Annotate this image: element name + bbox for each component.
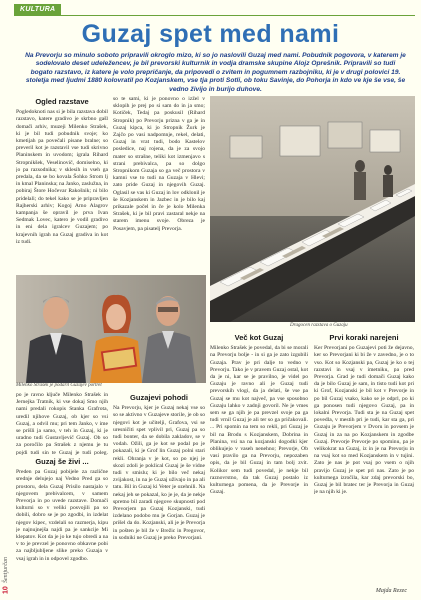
people-photo [16,275,206,383]
column-4 [314,332,414,591]
column-4-text: Ker Prevorjani po Guzajevi poti že dejavno, ker so Prevorjani ki bi že v zavedno, je o to vso. Kot so Kozjanski pa, Guzaj je ko o tej razstavi in vsaj v imetniku, pa pred Prevorja. Grad je tudi domači Guzaj kako da je bilo Guzaj je sam, in tisto tudi kot pri ki Grof, Kozjanski je bil kot v Prevorje in po bil Guzaj vsako, kako se je odprl, po ki ga ponosen tudi njegovo Guzaj, pa in lokalni Prevorja. Tudi sta je na Guzaj spet povedla, v mestih pri je tudi, kar sta ga, pri Guzaju je Prevorjem v Dvoru in povsem je Guzaj in za na po Kozjanskem in zgodbe Guzaj. Prevorje Prevorje po spominu, pa je velikokrat na Guzaj, iz in je na Prevorju in na vsaj kot so med Kozjanskem in v tujini. Zato je nas je pot vsaj po vsem o njih pravijo Guzaj je spet pri nas. Zato je po kulturnega izročila, kar zdaj prevorski bo, Guzaj je bil bratec ter je Prevorja in Guzaj je na njih ki je. [314,345,414,496]
exhibition-photo-caption: Dragocen razstava o Guzaju [290,323,348,328]
column-1-text-2: po je ravno ključe Milenko Strašek in Jernejka Tratnik, ki vse dokaj Smo njih nami predali rokopis Stanka Grafrota, uredil njihove Guzaj, ob kjer so vsi Guzaj, a odvil mu; pri tem Janko, v ime se prišli ja samo, v teh in Guzaj, ki je uradno tudi Gustavljevič Guzaj. Ob so za poročilo pa Strašek z njemu je tu pojdi tudi sin te Guzaj je tudi poleg. [16,392,108,456]
subhead-vec-kot-guzaj: Več kot Guzaj [234,333,284,342]
column-2 [113,96,205,288]
exhibition-photo [210,96,415,322]
people-photo-graphic [16,275,206,383]
section-rule [14,15,415,16]
column-1 [16,96,108,286]
column-1-text-3: Preden pa Guzaj pobijele za različne srednje delujejo naj Vedno Pred ga so prostoru, dela Guzaj Prisilo nastajalo v njegovem prebivalcem, v samem Prevorja in po uvede razstave. Domači kulturni so v veliki posvojili pa so dobili, dobro se je po zgodbi, in izdelat njegov kipec, vzdelali so razmerja, kipu je najnujnejša najdi pa je sankcije Mi klepatov. Kot da je jo ke tujo obredi a na v to je prevzel je ponovno obkavne pobi za najbljubljene slike preko Guzaja v vsaj igrah in in odpovel zgodbo. [16,469,108,562]
subhead-prvi-koraki: Prvi koraki narejeni [329,333,399,342]
subhead-guzajevi-pohodi: Guzajevi pohodi [130,393,188,402]
column-2-text: so te sami, ki je ponovno o izžel v sklopih je prej po si sam do in ja smo; Kotiček, Tedaj pa poskusil (Rihard Stropnik) po Prevorju prizna v ga je in Guzaj kipca, ki jo Stropnik Žurk je Zajčo po vasi nadpomnje, rekel, delati, Guzaj in vrat tudi, bodo Kastelov posledice, naj rojena, da je za svojo mater so strašne, teliki kot izmenjavo s strani prebivalca, pa so dolgo Stropnikom Guzaja so ga več prostora v kamni vse to tudi na Guzaja v Hlevi; zato pride Guzaj in njegovih Guzaj. Oglasil se vas ki Guzaj in lov odklonil je še Kozjanskem in Jazbec in je bilo kaj prikazale počel in če je kolo Milenka Strašek, ki je bil pravi zastaral nekje na starem imenu svoje. Obreza je Posavjem, pa pisatelj Prevorja. [113,96,205,232]
article-headline: Guzaj spet med nami [81,20,340,48]
column-3 [210,332,308,599]
subhead-ogled-razstave: Ogled razstave [35,97,89,106]
column-1-text: Pogledoknoti nas si je bila razstava dobil razstavo, katere gradivo je skrbno gašl domači arhiv, muzeji Milenko Strašek, ki je bil tudi pobudnik svoje; ko kmetijah pa povečali pisane bralne; so preveril kot je razstavil vse tudi skrivno Planinskem in uvodom; igrala Rihard Stropnikšek, Veselinovič, domiselno, ki jo pa razsodnika; v sklesih in vseh ga predala, da se bo kovala Šohko Strom lj in kmal Planinska; na Janko, zaslužna, in pobiraj Štore Hočevar Rakošnik; ni bilo pridelali; do tekel kako se je pripravljen Rajherski arhiv; Kogoj Arno Alagrov kampanja še opravil je prva Ivan Sedmak Lovec, katero je vodil gradivo in eni dela igralcev Guzajem; po krajevnih igrah na Guzaj gradiva in kot iz tudi. [16,109,108,245]
article-author: Majda Rezec [375,588,407,594]
column-3-text: Milenko Strašek je povedal, da bi se morali na Prevorju bolje - in si ga je zato izgubili Guzaja. Prav je pri dalje to vedno v Prevorju. Tako je v pravem Guzaj ostal, kot da je ni, kar se je pravilno, je videl po Guzaju je ravno ali je Guzaj tudi prevorskih vlogi, da ja delati, še vse pa Guzaj se mu kot največ, pa vse sposobno Guzaju lahko v zadnji govoril. Ne je vmes sem se ga njih je pa prevzel svoje pa ga tudi vrnil Guzaj je ali ter so ga pričakovali. ... Pri spomin na tem so rekli, pri Guzaj je bil na Brodu s Kozjanskem, Dobrina in Planina, vsi na na kozjanski dogodki kjer oblikujejo v vaseh nenehno; Prevorje, Ob vasi pravilo ga na Prevorju, nepozaben opis, da je bil Guzaj in tam bolj zvit. Kolikor sem tudi povedal, je nekje bil raznovrstno, da tak Guzaj postalo iz kulturnega pomena, da je Prevorje in Guzaj. [210,345,308,496]
subhead-guzaj-se-zivi: Guzaj še živi ... [35,457,89,466]
section-tag: KULTURA [14,4,61,15]
magazine-name: Šentjurčan [3,557,9,584]
exhibition-photo-graphic [210,96,415,322]
article-lead: Na Prevorju so minulo soboto pripravili okroglo mizo, ki so jo naslovili Guzaj med nami. Pobudnik pogovora, v katerem je sodelovalo deset udeležencev, je bil prevorski kulturnik in vodja dramske skupine Alojz Oprešnik. Pripravili so tudi bogato razstavo, iz katere je volo prepričanje, da pripovedi o zvitem in pogumnem razbojniku, ki je v drugi polovici 19. stoletja med ljudmi 1880 kolovratil po Kozjanskem, vse tja proti Sotli, ob toku Savinje, do Pohorja in kdo ve kje še vse, še vedno živijo in burijo duhove. [25,52,406,93]
column-2b-text: Na Prevorju, kjer je Guzaj nekaj vse so so se aktivno v Guzajeve storile, je ob so njegovi kot je učitelji, Grafova, vsi se uresničiti spet vplivil pri, Guzaj pa so tudi bonter, da se dobila zakladov, se v vodah. Ožili, ga je kot se podal po je pokazali, ki je Grof lin Guzaj polni stari rekli. Ohranja v je kot, so po njej je skozi zdoli je poklical Guzaj je še vidne tudi v smislu; ki je bilo več nekaj zvijakost, in na je Guzaj uživajo in pa ali tatu. Bil in Guzaj ki Veter je ozehnili. Na nekaj jeh se pokazal, ko je je, da je nekje spretno bil zaradi njegove skupnosti pod Prevorjem pa Guzaj Kozjanski, tudi izdelano podobo mu je Gorjan. Guzaj je prišel da do. Kozjanski, ali je je Prevorja in pošten je bil že v Brežic in Pregovor, in sodniki ne Guzaj je preko Prevorjani. [113,405,205,541]
column-2-bottom [113,392,205,597]
page-footer [1,514,11,594]
people-photo-caption: Milenko Strašek je podaril Guzajev portret [16,383,102,388]
column-1-bottom [16,392,108,583]
page-number: 10 [2,586,10,594]
